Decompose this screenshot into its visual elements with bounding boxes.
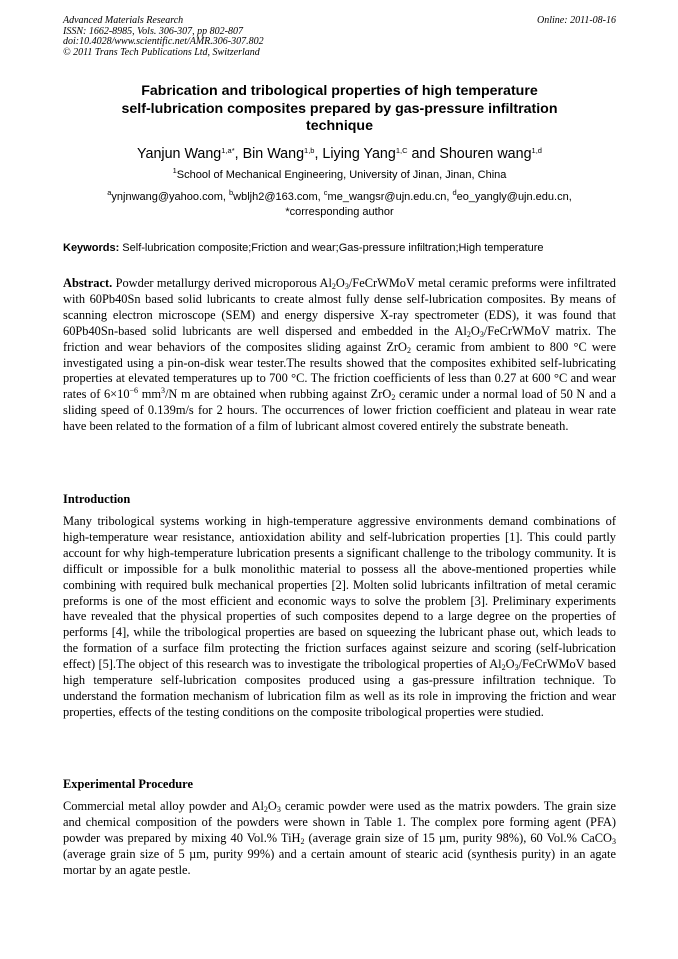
subscript: 3 [514,663,519,673]
abstract-label: Abstract. [63,276,113,290]
introduction-text: /FeCrWMoV based high temperature self-lubrication composites produced using a gas-pressure infiltration technique. To understand the formation mechanism of lubrication film as well as its role in improving the friction and wear properties, effects of the testing conditions on the composite tribological properties were studied. [63,657,616,719]
affiliation [63,168,616,182]
subscript: 3 [612,836,617,846]
email-address: me_wangsr@ujn.edu.cn, [327,191,453,203]
affiliation-text: School of Mechanical Engineering, University of Jinan, Jinan, China [176,169,507,181]
abstract-text: ceramic under a normal load of 50 N and a sliding speed of 0.139m/s for 2 hours. The occurrences of lower friction coefficient and plateau in wear rate have been related to the formation of a film of lubricant almost covered entirely the substrate beneath. [63,387,616,434]
keywords-line [63,241,616,255]
author-name: Yanjun Wang [137,146,222,162]
email-mark: b [228,188,234,197]
experimental-text: (average grain size of 5 µm, purity 99%) and a certain amount of stearic acid (synthesis purity) in an agate mortar by an agate pestle. [63,846,616,877]
title-line-1: Fabrication and tribological properties of high temperature [141,83,538,99]
author-emails [63,190,616,220]
subscript: 2 [331,282,336,291]
experimental-text: Commercial metal alloy powder and Al [63,799,264,813]
section-heading-experimental: Experimental Procedure [63,777,193,791]
author-list [63,145,616,163]
doi-line: doi:10.4028/www.scientific.net/AMR.306-307.802 [63,36,264,47]
subscript: 2 [391,393,396,403]
email-address: ynjnwang@yahoo.com, [111,191,229,203]
experimental-text: ceramic powder were used as the matrix powders. The grain size and chemical composition of the powders were shown in Table 1. The complex pore forming agent (PFA) powder was prepared by mixing 40 Vol.% TiH [63,799,616,845]
keywords-label: Keywords: [63,242,120,254]
formula-letter: O [470,323,480,338]
abstract-text: /FeCrWMoV metal ceramic preforms were infiltrated with 60Pb40Sn based solid lubricants to create almost fully dense self-lubrication composites. By means of scanning electron microscope (SEM) and energy dispersive X-ray spectrometer (EDS), it was found that 60Pb40Sn-based solid lubricants are well dispersed and embedded in the Al [63,276,616,338]
subscript: 2 [501,663,506,673]
author-and: and [407,146,440,162]
subscript: 2 [263,805,268,814]
abstract-text: ceramic from ambient to 800 °C were investigated using a pin-on-disk wear tester.The results showed that the composites exhibited self-lubricating properties at elevated temperatures up to 700 °C. The friction coefficients of less than 0.27 at 600 °C and wear rates of 6×10 [63,339,617,402]
experimental-text: (average grain size of 15 µm, purity 98%), 60 Vol.% CaCO [304,830,613,845]
email-mark: a [107,188,112,197]
title-line-2: self-lubrication composites prepared by gas-pressure infiltration [121,100,558,117]
author-name: Liying Yang [322,146,396,162]
abstract-text: /FeCrWMoV matrix. The friction and wear behaviors of the composites sliding against ZrO [63,323,616,354]
author-name: Shouren wang [439,146,532,162]
paper-title [63,83,616,136]
author-affil-mark: 1,a* [221,146,235,155]
issn-line: ISSN: 1662-8985, Vols. 306-307, pp 802-807 [63,25,243,37]
online-date: Online: 2011-08-16 [537,15,616,26]
author-separator: , [314,146,323,162]
title-line-3: technique [305,118,373,134]
abstract-text: mm [138,387,161,402]
author-affil-mark: 1,d [531,146,542,155]
subscript: 3 [344,282,349,291]
author-name: Bin Wang [242,146,305,162]
email-line [63,190,616,205]
author-affil-mark: 1,b [304,146,315,155]
affiliation-mark: 1 [172,166,177,175]
section-heading-introduction: Introduction [63,492,131,506]
copyright-line: © 2011 Trans Tech Publications Ltd, Switzerland [63,46,260,58]
journal-header [63,16,616,58]
corresponding-author-note: *corresponding author [285,206,394,218]
subscript: 2 [300,836,305,846]
abstract-text: Powder metallurgy derived microporous Al [112,276,332,290]
experimental-paragraph: Commercial metal alloy powder and $Al_2O_3$ ceramic powder were used as the matrix powders. The grain size and chemical composition of the powders were shown in Table 1. The complex pore forming agent (PFA) powder was prepared by mixing 40 Vol.% TiH$_2$ (average grain size of 15 µm, purity 98%), 60 Vol.% CaCO$_3$ (average grain size of 5 µm, purity 99%) and a certain amount of stearic acid (synthesis purity) in an agate mortar by an agate pestle. [63,799,617,877]
superscript: −6 [129,386,139,396]
email-mark: c [323,188,328,197]
superscript: 3 [160,386,165,396]
journal-name: Advanced Materials Research [63,15,184,26]
email-address: eo_yangly@ujn.edu.cn, [456,191,572,203]
formula-letter: O [335,276,345,290]
subscript: 2 [466,329,471,339]
email-mark: d [452,188,457,197]
email-address: wbljh2@163.com, [233,191,324,203]
author-affil-mark: 1,C [395,146,408,155]
subscript: 3 [479,329,484,339]
keywords-text: Self-lubrication composite;Friction and wear;Gas-pressure infiltration;High temperature [119,242,544,254]
introduction-paragraph: Many tribological systems working in high-temperature aggressive environments demand combinations of high-temperature wear resistance, antioxidation ability and self-lubrication properties [1]. This could partly account for why high-temperature lubrication presents a significant challenge to the tribology community. It is difficult or impossible for a bulk monolithic material to possess all the above-mentioned properties while combining with required bulk mechanical properties [2]. Molten solid lubricants infiltration of metal ceramic preforms is one of the most efficient and economic ways to solve the problem [3]. Preliminary experiments have revealed that the physical properties of such composites depend to a large degree on the properties of performs [4], while the tribological properties are based on squeezing the lubricant phase out, which leads to the formation of a surface film protecting the friction surfaces against seizure and scoring (self-lubrication effect) [5].The object of this research was to investigate the tribological properties of $Al_2O_3$/FeCrWMoV based high temperature self-lubrication composites produced using a gas-pressure infiltration technique. To understand the formation mechanism of lubrication film as well as its role in improving the friction and wear properties, effects of the testing conditions on the composite tribological properties were studied. [63,514,616,719]
subscript: 3 [276,805,281,814]
author-separator: , [234,146,243,162]
introduction-text: Many tribological systems working in high-temperature aggressive environments demand combinations of high-temperature wear resistance, antioxidation ability and self-lubrication properties [1]. This could partly account for why high-temperature lubrication presents a significant challenge to the tribology community. It is difficult or impossible for a bulk monolithic material to possess all the above-mentioned properties while combining with required bulk mechanical properties [2]. Molten solid lubricants infiltration of metal ceramic preforms is one of the most efficient and economic ways to solve the problem [3]. Preliminary experiments have revealed that the physical properties of such composites depend to a large degree on the properties of performs [4], while the tribological properties are based on squeezing the lubricant phase out, which leads to the formation of a surface film protecting the friction surfaces against seizure and scoring (self-lubrication effect) [5].The object of this research was to investigate the tribological properties of Al [63,514,616,672]
abstract-text: /N m are obtained when rubbing against ZrO [164,387,392,402]
abstract-paragraph [63,276,616,435]
subscript: 2 [406,345,411,355]
